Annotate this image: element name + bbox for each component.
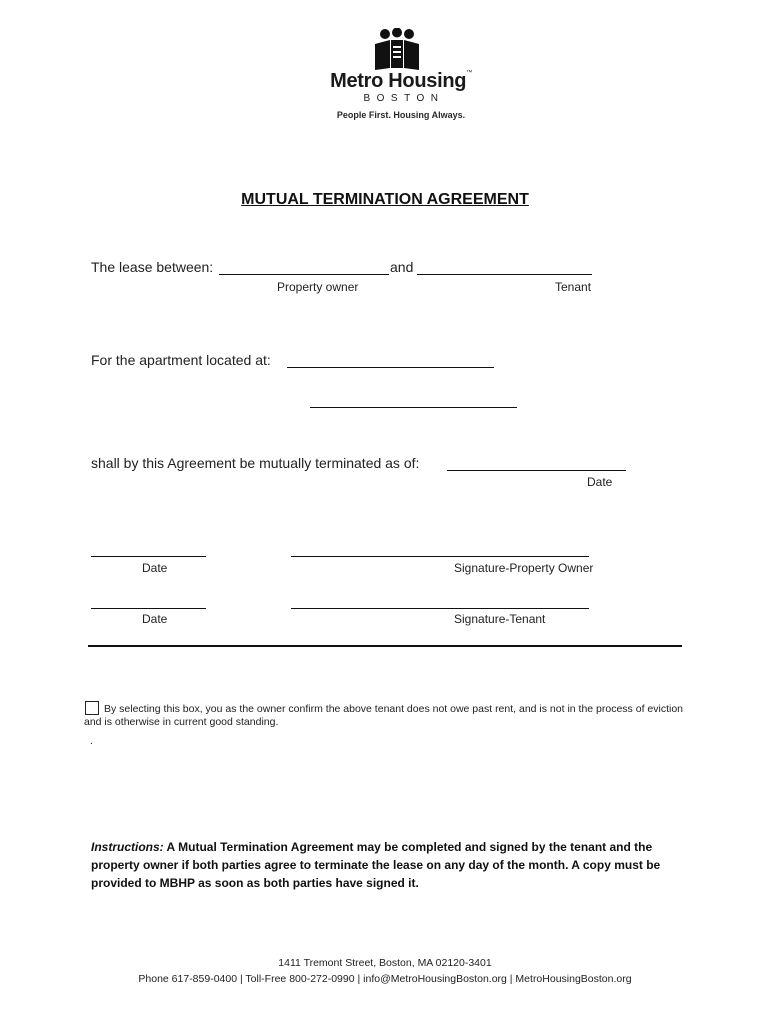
instructions-colon: : <box>159 840 164 854</box>
lease-and-label: and <box>390 259 414 275</box>
apartment-address-line1-field[interactable] <box>287 351 494 368</box>
owner-signature-field[interactable] <box>291 542 589 557</box>
logo-name: Metro Housing <box>330 70 467 92</box>
termination-text: shall by this Agreement be mutually terminated as of: <box>91 455 420 471</box>
logo-trademark: ™ <box>466 70 472 76</box>
tenant-signature-field[interactable] <box>291 594 589 609</box>
logo-tagline: People First. Housing Always. <box>336 110 466 120</box>
document-title: MUTUAL TERMINATION AGREEMENT <box>241 191 529 208</box>
lease-between-label: The lease between: <box>91 259 214 275</box>
tenant-date-field[interactable] <box>91 594 206 609</box>
tenant-signature-label: Signature-Tenant <box>454 612 546 626</box>
tenant-date-label: Date <box>142 612 168 626</box>
property-owner-field[interactable] <box>219 258 389 275</box>
owner-signature-label: Signature-Property Owner <box>454 561 594 575</box>
owner-confirmation-checkbox[interactable] <box>85 701 99 715</box>
metro-housing-logo-icon <box>372 28 422 72</box>
instructions-block <box>91 838 701 892</box>
footer-address: 1411 Tremont Street, Boston, MA 02120-3401 <box>278 957 492 969</box>
owner-date-label: Date <box>142 561 168 575</box>
owner-confirmation-text: By selecting this box, you as the owner confirm the above tenant does not owe past rent, and is not in the process of eviction and is otherwise in current good standing. <box>84 703 684 728</box>
trailing-period: . <box>90 736 93 747</box>
termination-date-field[interactable] <box>447 454 626 471</box>
apartment-address-line2-field[interactable] <box>310 391 517 408</box>
tenant-field[interactable] <box>417 258 592 275</box>
termination-date-label: Date <box>587 475 613 489</box>
owner-date-field[interactable] <box>91 542 206 557</box>
tenant-label: Tenant <box>555 280 592 294</box>
instructions-label: Instructions <box>91 840 160 854</box>
instructions-text: A Mutual Termination Agreement may be completed and signed by the tenant and the property owner if both parties agree to terminate the lease on any day of the month. A copy must be provided to MBHP as soon as both parties have signed it. <box>91 840 661 890</box>
logo-city: BOSTON <box>363 93 445 104</box>
footer-contact: Phone 617-859-0400 | Toll-Free 800-272-0990 | info@MetroHousingBoston.org | MetroHousingBoston.org <box>138 973 632 985</box>
property-owner-label: Property owner <box>277 280 359 294</box>
logo-wordmark <box>326 70 476 93</box>
apartment-label: For the apartment located at: <box>91 352 271 368</box>
section-divider <box>88 645 682 647</box>
